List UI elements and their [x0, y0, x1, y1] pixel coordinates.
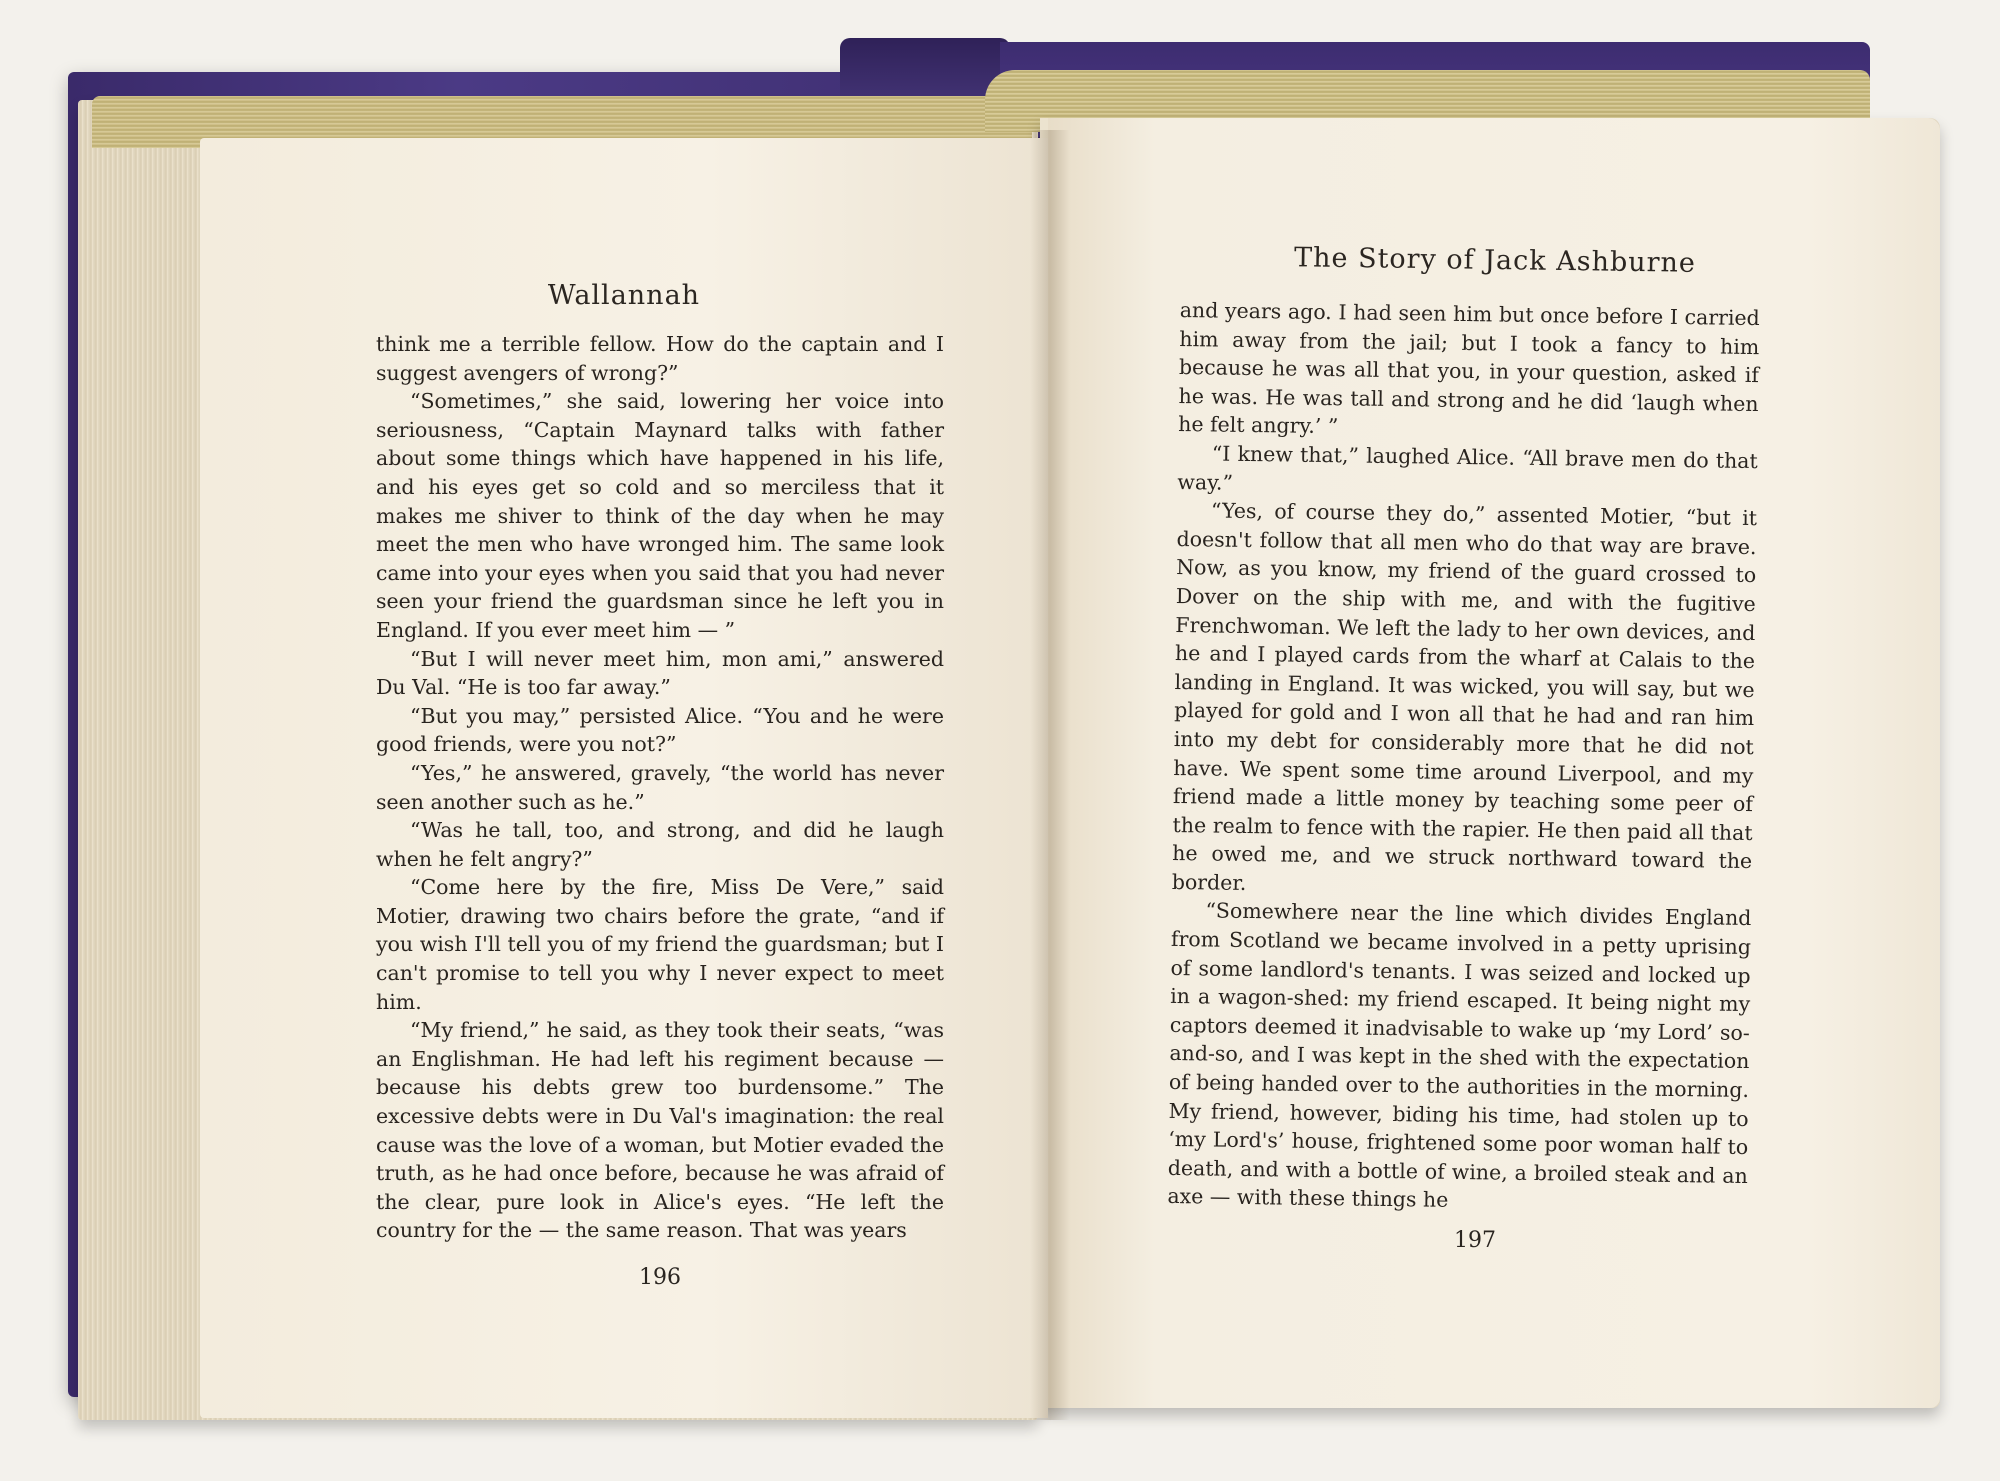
paragraph: “I knew that,” laughed Alice. “All brave men do that way.”: [1177, 441, 1758, 495]
left-page-number: 196: [639, 1265, 681, 1290]
right-page-text: [1167, 296, 1760, 1219]
paragraph: “Sometimes,” she said, lowering her voice into seriousness, “Captain Maynard talks with father about some things which have happened in his life, and his eyes get so cold and so merciless that it makes me shiver to think of the day when he may meet the men who have wronged him. The same look came into your eyes when you said that you had never seen your friend the guardsman since he left you in England. If you ever meet him — ”: [376, 389, 944, 642]
paragraph: “Come here by the fire, Miss De Vere,” said Motier, drawing two chairs before the grate, “and if you wish I'll tell you of my friend the guardsman; but I can't promise to tell you why I never expect to meet him.: [376, 875, 944, 1014]
paragraph: “Was he tall, too, and strong, and did he laugh when he felt angry?”: [376, 818, 944, 871]
left-running-head: Wallannah: [547, 280, 701, 311]
paragraph: “Yes, of course they do,” assented Motier, “but it doesn't follow that all men who do that way are brave. Now, as you know, my friend of the guard crossed to Dover on the ship with me, and with the fugitive Frenchwoman. We left the lady to her own devices, and he and I played cards from the wharf at Calais to the landing in England. It was wicked, you will say, but we played for gold and I won all that he had and ran him into my debt for considerably more that he did not have. We spent some time around Liverpool, and my friend made a little money by teaching some peer of the realm to fence with the rapier. He then paid all that he owed me, and we struck northward toward the border.: [1171, 498, 1758, 895]
paragraph: and years ago. I had seen him but once before I carried him away from the jail; but I took a fancy to him because he was all that you, in your question, asked if he was. He was tall and strong and he did ‘laugh when he felt angry.’ ”: [1178, 297, 1760, 439]
right-running-head: The Story of Jack Ashburne: [1293, 242, 1697, 279]
paragraph: “But you may,” persisted Alice. “You and he were good friends, were you not?”: [376, 703, 944, 757]
paragraph: “Yes,” he answered, gravely, “the world has never seen another such as he.”: [376, 760, 944, 814]
paragraph: “But I will never meet him, mon ami,” answered Du Val. “He is too far away.”: [376, 646, 944, 700]
book-gutter: [1030, 130, 1070, 1420]
right-page-number: 197: [1454, 1228, 1496, 1253]
paragraph: “Somewhere near the line which divides England from Scotland we became involved in a petty uprising of some landlord's tenants. I was seized and locked up in a wagon-shed: my friend escaped. It being night my captors deemed it inadvisable to wake up ‘my Lord’ so-and-so, and I was kept in the shed with the expectation of being handed over to the authorities in the morning. My friend, however, biding his time, had stolen up to ‘my Lord's’ house, frightened some poor woman half to death, and with a bottle of wine, a broiled steak and an axe — with these things he: [1167, 898, 1752, 1213]
left-page-text: [376, 330, 944, 1245]
paragraph: think me a terrible fellow. How do the captain and I suggest avengers of wrong?”: [376, 332, 944, 385]
paragraph: “My friend,” he said, as they took their seats, “was an Englishman. He had left his regiment because — because his debts grew too burdensome.” The excessive debts were in Du Val's imagination: the real cause was the love of a woman, but Motier evaded the truth, as he had once before, because he was afraid of the clear, pure look in Alice's eyes. “He left the country for the — the same reason. That was years: [376, 1018, 944, 1243]
